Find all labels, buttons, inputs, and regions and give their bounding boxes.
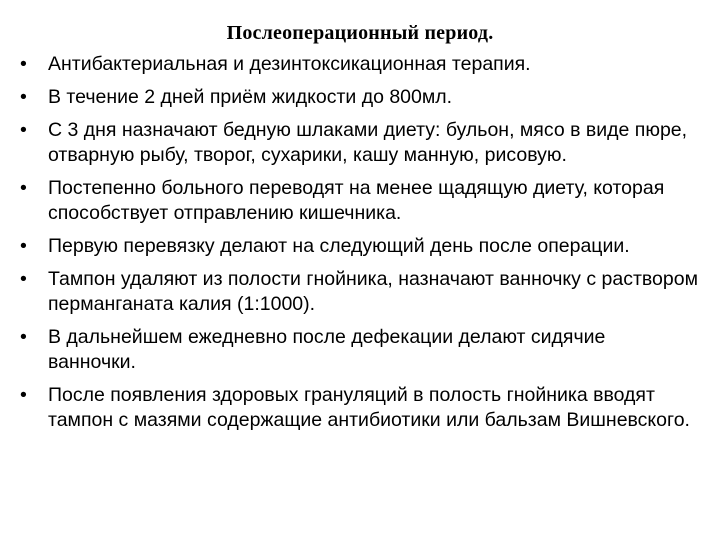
bullet-item-8: [20, 383, 710, 433]
bullet-text: С 3 дня назначают бедную шлаками диету: бульон, мясо в виде пюре, отварную рыбу, творог, сухарики, кашу манную, рисовую.: [48, 119, 688, 166]
bullet-item-5: [20, 234, 710, 259]
bullet-item-1: [20, 52, 710, 77]
bullet-icon: •: [20, 177, 27, 199]
bullet-text: В дальнейшем ежедневно после дефекации делают сидячие ванночки.: [48, 326, 606, 373]
bullet-item-7: [20, 325, 698, 375]
bullet-icon: •: [20, 235, 27, 257]
bullet-item-2: [20, 85, 710, 110]
bullet-text: После появления здоровых грануляций в полость гнойника вводят тампон с мазями содержащие антибиотики или бальзам Вишневского.: [48, 384, 690, 431]
bullet-text: Постепенно больного переводят на менее щадящую диету, которая способствует отправлению кишечника.: [48, 177, 665, 224]
bullet-item-4: [20, 176, 698, 226]
bullet-item-6: [20, 267, 698, 317]
bullet-icon: •: [20, 326, 27, 348]
bullet-text: В течение 2 дней приём жидкости до 800мл.: [48, 86, 453, 108]
slide-title: Послеоперационный период.: [226, 22, 494, 44]
bullet-icon: •: [20, 119, 27, 141]
bullet-icon: •: [20, 384, 27, 406]
bullet-text: Первую перевязку делают на следующий день после операции.: [48, 235, 630, 257]
bullet-text: Тампон удаляют из полости гнойника, назначают ванночку с раствором перманганата калия (1:1000).: [48, 268, 698, 315]
bullet-icon: •: [20, 268, 27, 290]
bullet-text: Антибактериальная и дезинтоксикационная терапия.: [48, 53, 531, 75]
bullet-list: [20, 52, 710, 441]
bullet-icon: •: [20, 53, 27, 75]
bullet-icon: •: [20, 86, 27, 108]
bullet-item-3: [20, 118, 698, 168]
